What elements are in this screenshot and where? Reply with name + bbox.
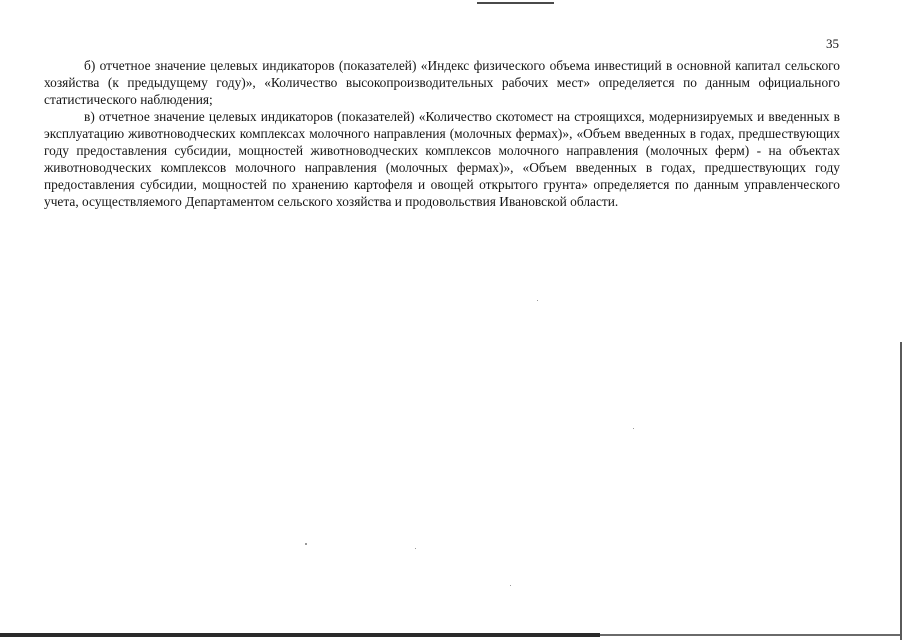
scan-speck (537, 300, 538, 301)
paragraph-b: б) отчетное значение целевых индикаторов (показателей) «Индекс физического объема инвестиций в основной капитал сельского хозяйства (к предыдущему году)», «Количество высокопроизводительных рабочих мест» определяется по данным официального статистического наблюдения; (44, 58, 840, 107)
scan-bottom-band-thin (600, 634, 900, 636)
scan-speck (633, 428, 634, 429)
body-text (44, 57, 840, 210)
scan-edge-line (900, 342, 902, 640)
paragraph-v: в) отчетное значение целевых индикаторов (показателей) «Количество скотомест на строящихся, модернизируемых и введенных в эксплуатацию животноводческих комплексах молочного направления (молочных фермах)», «Объем введенных в годах, предшествующих году предоставления субсидии, мощностей животноводческих комплексов молочного направления (молочных ферм) - на объектах животноводческих комплексов молочного направления (молочных фермах)», «Объем введенных в годах, предшествующих году предоставления субсидии, мощностей по хранению картофеля и овощей открытого грунта» определяется по данным управленческого учета, осуществляемого Департаментом сельского хозяйства и продовольствия Ивановской области. (44, 109, 840, 209)
page-number: 35 (826, 36, 839, 51)
scan-speck (415, 548, 416, 549)
scan-speck (305, 543, 307, 545)
top-rule (477, 2, 554, 4)
scan-bottom-band (0, 633, 600, 637)
scan-speck (510, 585, 511, 586)
